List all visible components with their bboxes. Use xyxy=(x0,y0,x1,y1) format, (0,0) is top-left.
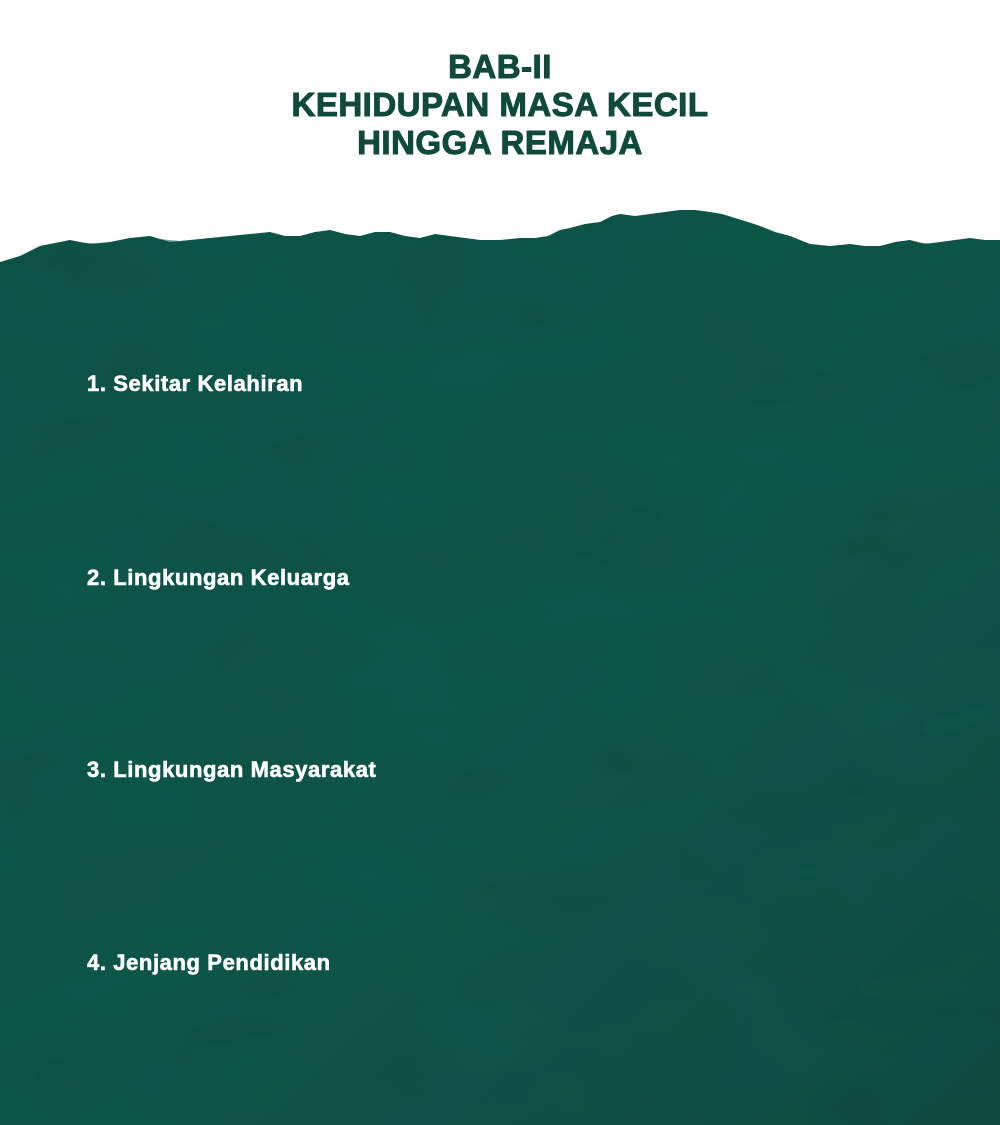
toc-item: 1. Sekitar Kelahiran xyxy=(87,371,304,396)
toc-item: 4. Jenjang Pendidikan xyxy=(87,950,331,975)
chapter-title-line-1: KEHIDUPAN MASA KECIL xyxy=(291,86,709,123)
chapter-number: BAB-II xyxy=(448,48,552,85)
chapter-title-line-2: HINGGA REMAJA xyxy=(357,124,643,161)
toc-item: 2. Lingkungan Keluarga xyxy=(87,565,350,590)
toc-item: 3. Lingkungan Masyarakat xyxy=(87,757,377,782)
